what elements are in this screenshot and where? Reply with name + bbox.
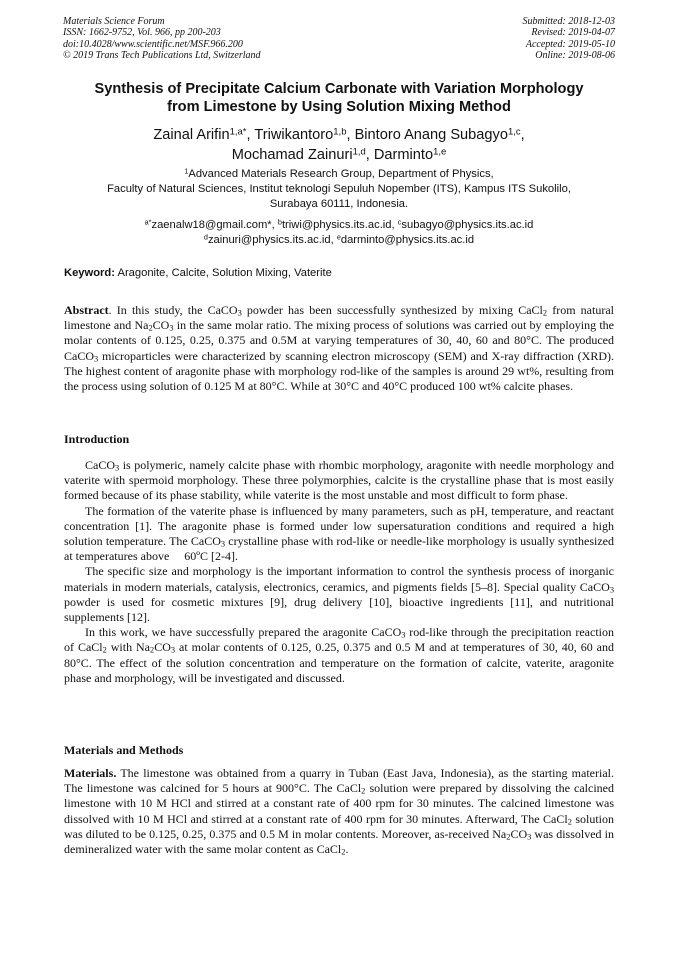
email-mark: c <box>397 217 402 227</box>
journal-name: Materials Science Forum <box>63 16 165 27</box>
author-list <box>40 125 638 165</box>
paragraph-text: CO <box>510 826 528 841</box>
abstract-text: powder has been successfully synthesized by mixing CaCl <box>241 303 543 317</box>
paragraph-text: The formation of the vaterite phase is influenced by many parameters, such as pH, temperature, and reactant concentration [1]. The aragonite phase is formed under low supersaturation conditions and required a high solution temperature. The CaCO <box>64 503 614 549</box>
authors-line-2: Mochamad Zainuri$^{1,d}$, Darminto$^{1,e}$ <box>231 146 447 163</box>
journal-copyright: © 2019 Trans Tech Publications Ltd, Switzerland <box>63 50 261 62</box>
paragraph-text: at molar contents of 0.125, 0.25, 0.375 and 0.5 M and at temperatures of 30, 40, 60 and 80°C. The effect of the solution concentration and temperature on the formation of calcite, vaterite, aragonite phase and morphology, will be investigated and discussed. <box>64 640 614 685</box>
introduction-heading: Introduction <box>64 432 130 446</box>
paragraph-text: solution were prepared by dissolving the calcined limestone with 10 M HCl and stirred at a constant rate of 400 rpm for 30 minutes. The calcined limestone was dissolved with 10 M HCl and stirred at a constant rate of 400 rpm for 30 minutes. Afterward, The CaCl <box>64 781 614 826</box>
subscript: 3 <box>94 354 99 364</box>
paper-title <box>40 80 638 116</box>
title-line-2: from Limestone by Using Solution Mixing Method <box>167 99 511 115</box>
paragraph-text: powder is used for cosmetic mixtures [9], drug delivery [10], bioactive ingredients [11], and nutritional supplements [12]. <box>64 594 614 625</box>
abstract-text: CO <box>152 318 170 333</box>
subscript: 2 <box>542 308 548 318</box>
email-link[interactable]: subagyo@physics.its.ac.id <box>401 219 534 231</box>
paragraph-text: In this work, we have successfully prepared the aragonite CaCO <box>85 625 402 640</box>
subscript: 3 <box>170 646 176 656</box>
email-link[interactable]: zainuri@physics.its.ac.id <box>207 233 331 246</box>
intro-paragraph-3 <box>64 564 614 625</box>
abstract-paragraph <box>64 303 614 394</box>
author-name: Triwikantoro <box>254 127 334 143</box>
emails-line-2: $^d$zainuri@physics.its.ac.id, $^e$darminto@physics.its.ac.id <box>203 232 475 246</box>
keyword-label: Keyword: <box>64 267 115 279</box>
date-revised: Revised: 2019-04-07 <box>531 27 615 39</box>
email-mark: e <box>336 232 341 242</box>
authors-line-1: Zainal Arifin$^{1,a*}$, Triwikantoro$^{1,b}$, Bintoro Anang Subagyo$^{1,c}$, <box>153 126 525 143</box>
subscript: 3 <box>115 463 120 473</box>
paragraph-text: CaCO <box>85 458 115 472</box>
affiliation-line-2: Faculty of Natural Sciences, Institut teknologi Sepuluh Nopember (ITS), Kampus ITS Sukolilo, <box>107 183 571 196</box>
author-affiliation-mark: 1,d <box>352 146 366 158</box>
email-link[interactable]: darminto@physics.its.ac.id <box>340 233 475 246</box>
abstract-text: . In this study, the CaCO <box>108 303 238 317</box>
methods-paragraph <box>64 766 614 857</box>
date-online: Online: 2019-08-06 <box>535 50 615 62</box>
paragraph-text: solution was diluted to be 0.125, 0.25, 0.375 and 0.5 M in molar contents. Moreover, as-received Na <box>64 811 615 841</box>
paragraph-text: is polymeric, namely calcite phase with rhombic morphology, aragonite with needle morphology and vaterite with spermoid morphology. These three polymorphies, calcite is the crystalline phase that is most easily formed because of its phase stability, while vaterite is the most unstable and most difficult to form phase. <box>64 458 614 503</box>
title-line-1: Synthesis of Precipitate Calcium Carbonate with Variation Morphology <box>94 81 584 97</box>
abstract-label: Abstract <box>64 303 109 317</box>
paragraph-text: CO <box>154 640 171 655</box>
paragraph-text: The limestone was obtained from a quarry in Tuban (East Java, Indonesia), as the starting material. The limestone was calcined for 5 hours at 900°C. The CaCl <box>64 766 614 796</box>
abstract-text: in the same molar ratio. The mixing process of solutions was carried out by employing the molar contents of 0.125, 0.25, 0.375 and 0.5M at varying temperatures of 30, 40, 60 and 80°C. The produced CaCO <box>64 318 614 363</box>
subscript: 2 <box>506 832 511 842</box>
introduction-body <box>64 458 614 686</box>
author-name: Darminto <box>373 147 434 163</box>
paragraph-text: rod-like through the precipitation reaction of CaCl <box>64 625 614 655</box>
author-name: Mochamad Zainuri <box>231 147 353 163</box>
author-affiliation-mark: 1,b <box>333 126 347 138</box>
subscript: 2 <box>102 646 107 656</box>
affiliation-text: Advanced Materials Research Group, Department of Physics, <box>188 168 494 180</box>
author-affiliation-mark: 1,e <box>433 146 447 158</box>
author-name: Zainal Arifin <box>153 127 230 143</box>
journal-issn: ISSN: 1662-9752, Vol. 966, pp 200-203 <box>63 27 221 39</box>
methods-heading: Materials and Methods <box>64 743 184 757</box>
intro-paragraph-2 <box>64 504 614 565</box>
emails-line-1: $^{a*}$zaenalw18@gmail.com*, $^b$triwi@physics.its.ac.id, $^c$subagyo@physics.its.ac.id <box>144 217 534 231</box>
email-mark: d <box>203 232 208 242</box>
subscript: 3 <box>237 308 242 318</box>
author-emails <box>40 218 638 247</box>
author-affiliation-mark: 1,c <box>507 126 521 138</box>
affiliation-line-3: Surabaya 60111, Indonesia. <box>269 198 409 211</box>
subscript: 3 <box>220 539 226 549</box>
journal-header-right <box>523 16 616 62</box>
paragraph-text: The specific size and morphology is the important information to control the synthesis process of inorganic materials in modern materials, catalysis, electronics, ceramics, and pigments fields [5–8]. Special quality CaCO <box>64 564 614 594</box>
intro-paragraph-4 <box>64 625 614 686</box>
abstract <box>64 303 614 394</box>
affiliation <box>40 167 638 213</box>
paragraph-text: . <box>345 842 349 857</box>
journal-doi: doi:10.4028/www.scientific.net/MSF.966.200 <box>63 38 243 50</box>
subscript: 3 <box>609 585 614 595</box>
abstract-text: from natural limestone and Na <box>64 303 614 333</box>
keyword-text: Aragonite, Calcite, Solution Mixing, Vaterite <box>117 267 332 279</box>
subscript: 3 <box>401 630 406 640</box>
email-link[interactable]: zaenalw18@gmail.com* <box>151 219 272 231</box>
author-affiliation-mark: 1,a* <box>229 126 247 138</box>
methods-body <box>64 766 614 857</box>
date-submitted: Submitted: 2018-12-03 <box>522 16 615 27</box>
keywords <box>64 266 614 281</box>
journal-header-left <box>63 16 261 62</box>
subscript: 2 <box>361 786 366 796</box>
paragraph-text: was dissolved in demineralized water with the same molar content as CaCl <box>64 826 614 857</box>
paragraph-text: crystalline phase with rod-like or needle-like morphology is usually synthesized at temperatures above 60ºC [2-4]. <box>64 534 614 564</box>
author-name: Bintoro Anang Subagyo <box>354 127 508 143</box>
email-link[interactable]: triwi@physics.its.ac.id <box>281 219 392 231</box>
subscript: 3 <box>169 323 174 333</box>
subscript: 2 <box>341 847 346 857</box>
subscript: 2 <box>150 646 155 656</box>
affiliation-line-1 <box>40 167 638 182</box>
intro-paragraph-1 <box>64 458 614 504</box>
materials-lead: Materials. <box>64 766 117 780</box>
affiliation-mark: 1 <box>184 166 189 176</box>
subscript: 3 <box>527 832 532 842</box>
email-mark: b <box>277 217 282 227</box>
date-accepted: Accepted: 2019-05-10 <box>525 38 615 50</box>
paragraph-text: with Na <box>106 640 151 655</box>
abstract-text: microparticles were characterized by scanning electron microscopy (SEM) and X-ray diffraction (XRD). The highest content of aragonite phase with morphology rod-like of the samples is around 29 wt%, resulting from the process using solution of 0.125 M at 80°C. While at 30°C and 40°C produced 100 wt% calcite phases. <box>64 348 614 394</box>
email-mark: a* <box>144 217 152 227</box>
subscript: 2 <box>148 323 153 333</box>
subscript: 2 <box>567 817 572 827</box>
